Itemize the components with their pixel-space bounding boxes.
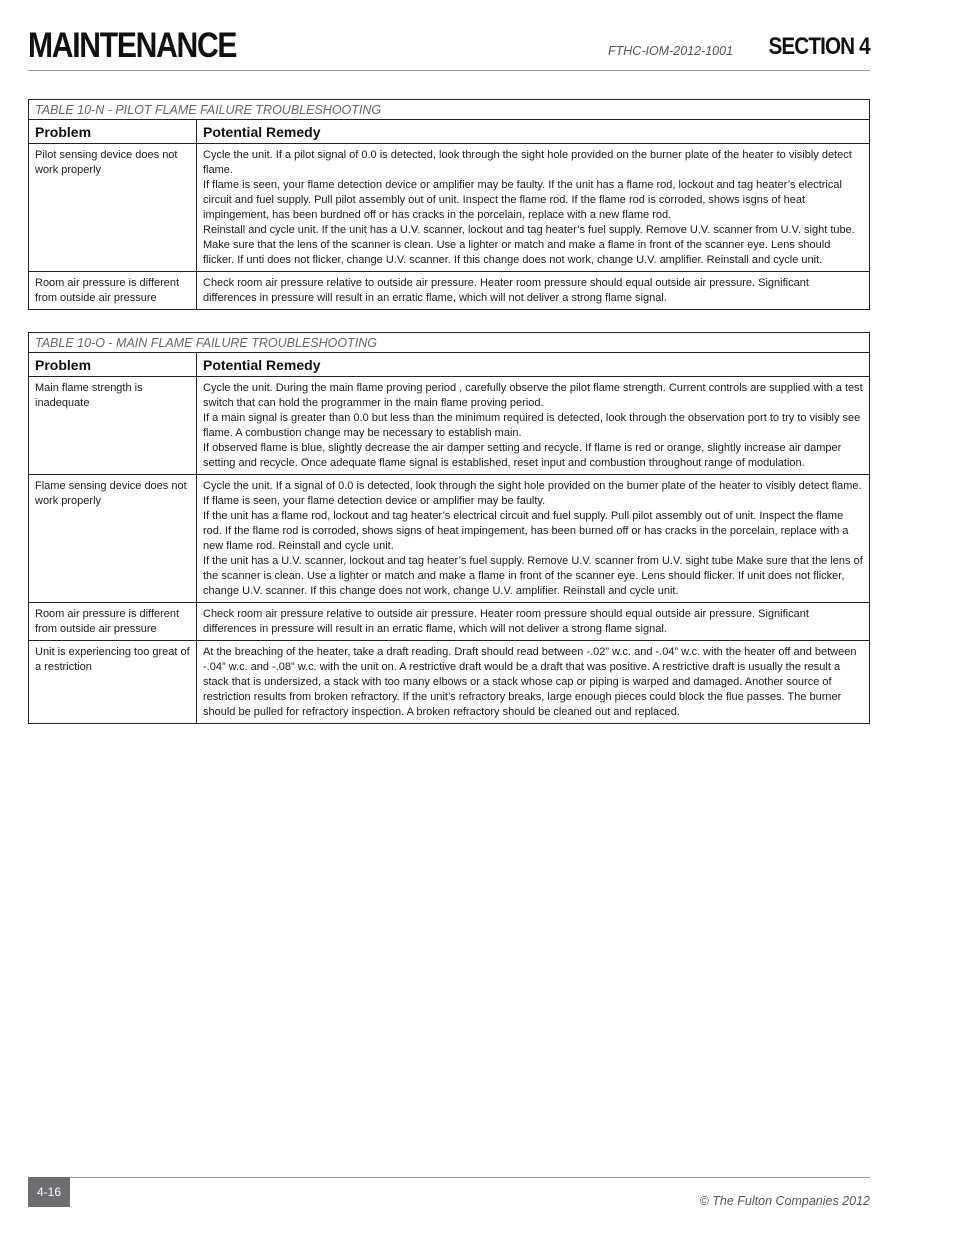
- remedy-paragraph: At the breaching of the heater, take a draft reading. Draft should read between -.02” w.c. and -.04” w.c. with the heater off and between -.04” w.c. and -.08” w.c. with the unit on. A restrictive draft would be a draft that was positive. A restrictive draft is usually the result a stack that is undersized, a stack with too many elbows or a stack whose cap or piping is warped and damaged. Another source of restriction results from broken refractory. If the unit’s refractory breaks, large enough pieces could block the flue passes. The burner should be pulled for refractory inspection. A broken refractory should be cleaned out and replaced.: [203, 646, 857, 718]
- table-row: [29, 144, 870, 272]
- table-caption: TABLE 10-O - MAIN FLAME FAILURE TROUBLESHOOTING: [29, 333, 870, 353]
- remedy-paragraph: Cycle the unit. If a signal of 0.0 is detected, look through the sight hole provided on the burner plate of the heater to visibly detect flame. If flame is seen, your flame detection device or amplifier may be faulty.: [203, 480, 862, 507]
- problem-cell: Flame sensing device does not work properly: [29, 475, 197, 603]
- problem-cell: Pilot sensing device does not work properly: [29, 144, 197, 272]
- remedy-paragraph: Reinstall and cycle unit. If the unit has a U.V. scanner, lockout and tag heater’s fuel supply. Remove U.V. scanner from U.V. sight tube. Make sure that the lens of the scanner is clean. Use a lighter or match and make a flame in front of the scanner eye. Lens should flicker. If unti does not flicker, change U.V. scanner. If this change does not work, change U.V. amplifier. Reinstall and cycle unit.: [203, 224, 855, 266]
- remedy-paragraph: If the unit has a flame rod, lockout and tag heater’s electrical circuit and fuel supply. Pull pilot assembly out of unit. Inspect the flame rod. If the flame rod is corroded, shows signs of heat impingement, has been burned off or has cracks in the porcelain, replace with a new flame rod. Reinstall and cycle unit.: [203, 510, 849, 552]
- remedy-column-header: Potential Remedy: [197, 120, 870, 144]
- remedy-paragraph: Check room air pressure relative to outside air pressure. Heater room pressure should equal outside air pressure. Significant differences in pressure will result in an erratic flame, which will not deliver a strong flame signal.: [203, 277, 809, 304]
- page-number-badge: 4-16: [28, 1177, 70, 1207]
- table-row: [29, 377, 870, 475]
- remedy-cell: [197, 272, 870, 310]
- remedy-paragraph: If the unit has a U.V. scanner, lockout and tag heater’s fuel supply. Remove U.V. scanner from U.V. sight tube Make sure that the lens of the scanner is clean. Use a lighter or match and make a flame in front of the scanner eye. Lens should flicker. If unit does not flicker, change U.V. scanner. If this change does not work, change U.V. amplifier. Reinstall and cycle unit.: [203, 555, 863, 597]
- problem-cell: Room air pressure is different from outside air pressure: [29, 272, 197, 310]
- remedy-cell: [197, 144, 870, 272]
- remedy-paragraph: If flame is seen, your flame detection device or amplifier may be faulty. If the unit has a flame rod, lockout and tag heater’s electrical circuit and fuel supply. Pull pilot assembly out of unit. Inspect the flame rod. If the flame rod is corroded, shows isgns of heat impingement, has been burdned off or has cracks in the porcelain, replace with a new flame rod.: [203, 179, 842, 221]
- remedy-paragraph: Check room air pressure relative to outside air pressure. Heater room pressure should equal outside air pressure. Significant differences in pressure will result in an erratic flame, which will not deliver a strong flame signal.: [203, 608, 809, 635]
- remedy-paragraph: If a main signal is greater than 0.0 but less than the minimum required is detected, look through the observation port to try to visibly see flame. A combustion change may be necessary to establish main.: [203, 412, 861, 439]
- section-label: SECTION 4: [768, 33, 870, 60]
- remedy-cell: [197, 603, 870, 641]
- copyright-notice: © The Fulton Companies 2012: [699, 1194, 870, 1208]
- remedy-cell: [197, 641, 870, 724]
- page-title: MAINTENANCE: [28, 26, 237, 65]
- table-row: [29, 475, 870, 603]
- remedy-paragraph: If observed flame is blue, slightly decrease the air damper setting and recycle. If flame is red or orange, slightly increase air damper setting and recycle. Once adequate flame signal is established, reset input and combustion throughout range of modulation.: [203, 442, 842, 469]
- page-header: [28, 24, 870, 71]
- remedy-cell: [197, 377, 870, 475]
- table-row: [29, 272, 870, 310]
- footer-divider: [28, 1177, 870, 1178]
- remedy-paragraph: Cycle the unit. If a pilot signal of 0.0 is detected, look through the sight hole provided on the burner plate of the heater to visibly detect flame.: [203, 149, 852, 176]
- problem-cell: Main flame strength is inadequate: [29, 377, 197, 475]
- remedy-cell: [197, 475, 870, 603]
- document-id: FTHC-IOM-2012-1001: [608, 44, 734, 58]
- problem-column-header: Problem: [29, 120, 197, 144]
- problem-column-header: Problem: [29, 353, 197, 377]
- table-row: [29, 603, 870, 641]
- remedy-column-header: Potential Remedy: [197, 353, 870, 377]
- table-row: [29, 641, 870, 724]
- problem-cell: Room air pressure is different from outside air pressure: [29, 603, 197, 641]
- pilot-flame-troubleshooting-table: [28, 99, 870, 310]
- main-flame-troubleshooting-table: [28, 332, 870, 724]
- remedy-paragraph: Cycle the unit. During the main flame proving period , carefully observe the pilot flame strength. Current controls are supplied with a test switch that can hold the programmer in the main flame proving period.: [203, 382, 863, 409]
- table-caption: TABLE 10-N - PILOT FLAME FAILURE TROUBLESHOOTING: [29, 100, 870, 120]
- problem-cell: Unit is experiencing too great of a restriction: [29, 641, 197, 724]
